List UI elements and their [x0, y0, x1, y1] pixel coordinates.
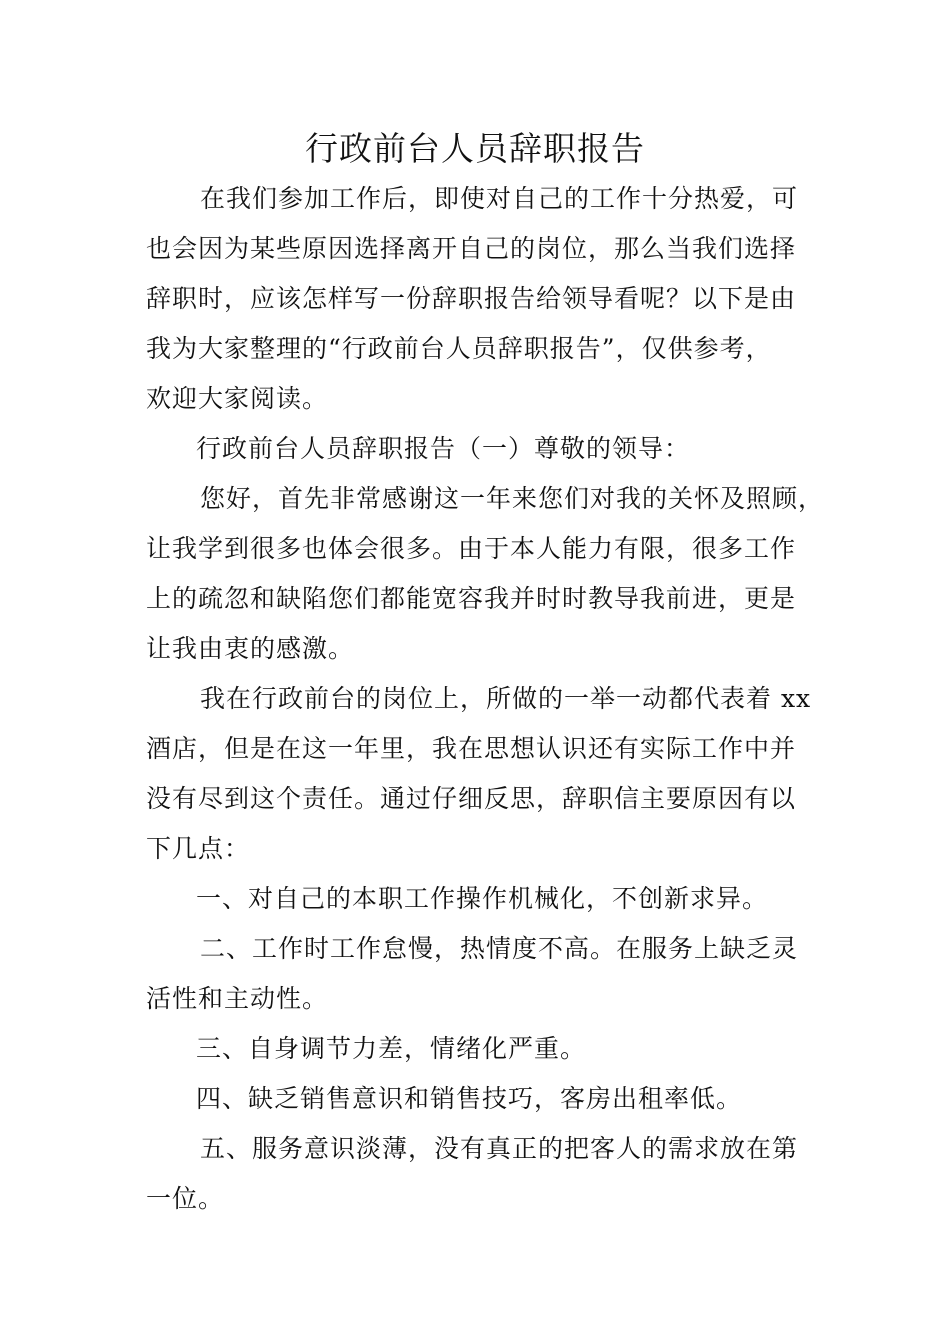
list-item: 五、服务意识淡薄，没有真正的把客人的需求放在第: [200, 1134, 799, 1163]
list-item: 二、工作时工作怠慢，热情度不高。在服务上缺乏灵: [200, 934, 799, 963]
paragraph-line: 没有尽到这个责任。通过仔细反思，辞职信主要原因有以: [146, 784, 797, 813]
paragraph-line: 上的疏忽和缺陷您们都能宽容我并时时教导我前进，更是: [146, 584, 797, 613]
paragraph-line: 酒店，但是在这一年里，我在思想认识还有实际工作中并: [146, 734, 797, 763]
paragraph-line: 在我们参加工作后，即使对自己的工作十分热爱，可: [200, 184, 799, 213]
paragraph-line: 辞职时，应该怎样写一份辞职报告给领导看呢？以下是由: [146, 284, 797, 313]
list-item: 四、缺乏销售意识和销售技巧，客房出租率低。: [196, 1084, 743, 1113]
document-title: 行政前台人员辞职报告: [305, 129, 645, 168]
paragraph-line: 我在行政前台的岗位上，所做的一举一动都代表着 xx: [200, 684, 812, 713]
paragraph-line: 行政前台人员辞职报告（一）尊敬的领导：: [196, 434, 691, 463]
paragraph-line: 您好，首先非常感谢这一年来您们对我的关怀及照顾，: [200, 484, 825, 513]
paragraph-line: 一位。: [146, 1184, 225, 1213]
paragraph-line: 欢迎大家阅读。: [146, 384, 329, 413]
paragraph-line: 我为大家整理的“行政前台人员辞职报告”，仅供参考，: [146, 334, 772, 363]
paragraph-line: 活性和主动性。: [146, 984, 329, 1013]
paragraph-line: 让我学到很多也体会很多。由于本人能力有限，很多工作: [146, 534, 797, 563]
paragraph-line: 也会因为某些原因选择离开自己的岗位，那么当我们选择: [146, 234, 797, 263]
paragraph-line: 让我由衷的感激。: [146, 634, 355, 663]
list-item: 一、对自己的本职工作操作机械化，不创新求异。: [196, 884, 769, 913]
paragraph-line: 下几点：: [146, 834, 251, 863]
list-item: 三、自身调节力差，情绪化严重。: [196, 1034, 587, 1063]
